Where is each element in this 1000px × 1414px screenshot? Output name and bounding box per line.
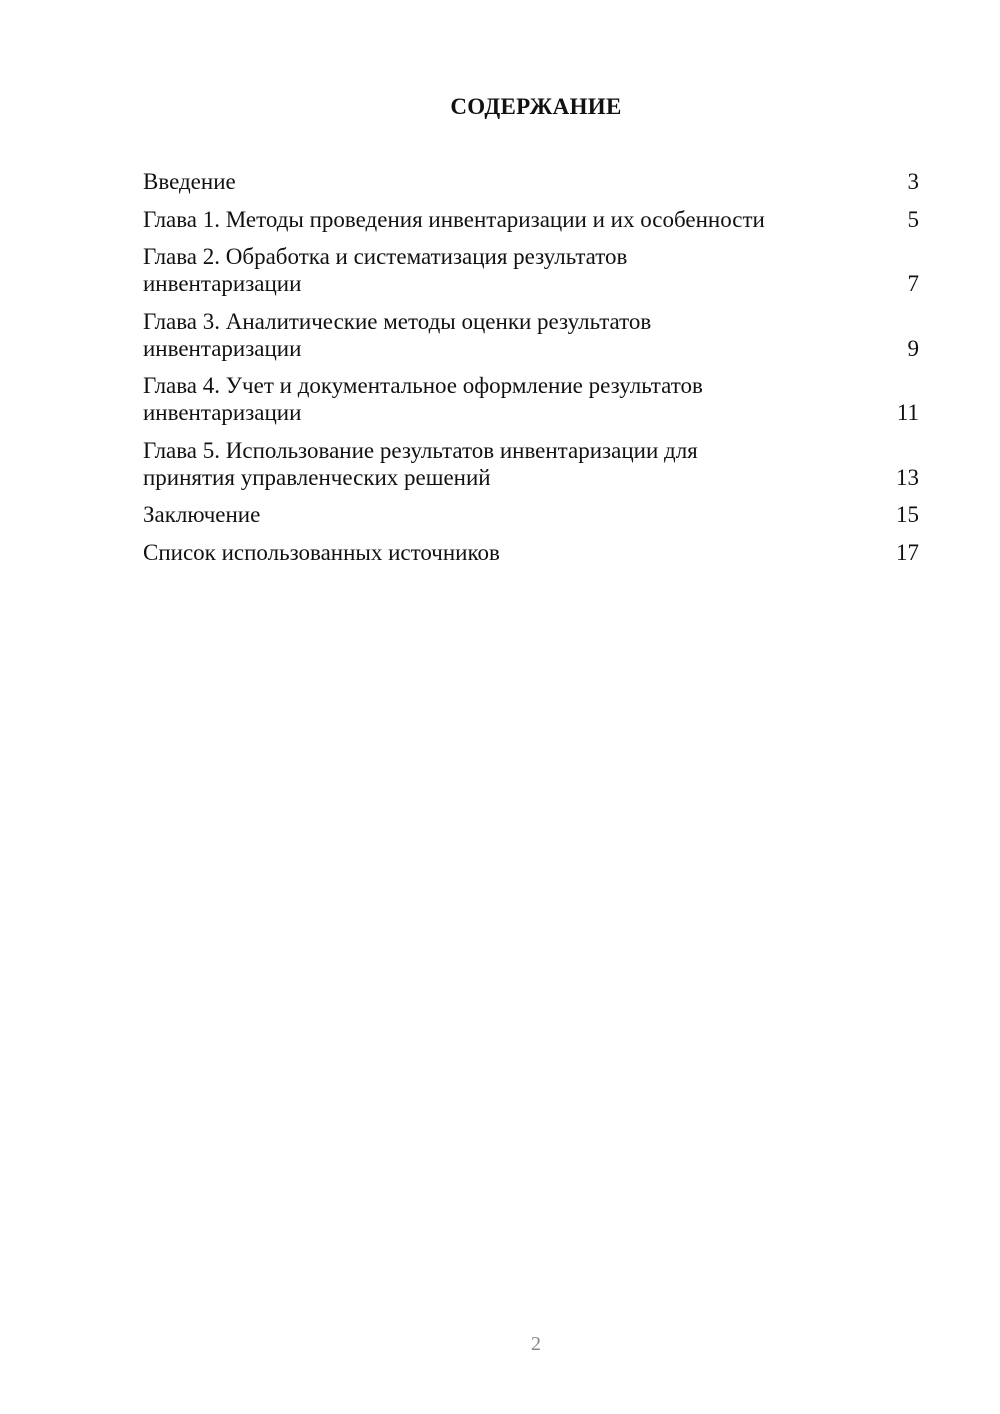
page-number: 2	[531, 1333, 541, 1355]
toc-entry-label: Глава 3. Аналитические методы оценки результатов инвентаризации	[143, 308, 652, 361]
toc-entry-label: Глава 4. Учет и документальное оформление результатов инвентаризации	[143, 373, 703, 425]
toc-entry-chapter-3	[143, 308, 919, 362]
toc-entry-chapter-5	[143, 437, 919, 491]
table-of-contents	[143, 168, 919, 576]
toc-entry-chapter-1	[143, 206, 919, 233]
toc-entry-references	[143, 539, 919, 566]
toc-entry-page: 7	[907, 271, 919, 296]
toc-entry-page: 3	[907, 169, 919, 194]
toc-entry-page: 9	[907, 335, 919, 361]
toc-entry-page: 5	[907, 206, 919, 232]
toc-entry-label: Список использованных источников	[143, 539, 500, 565]
toc-entry-page: 13	[896, 464, 919, 490]
toc-entry-label: Введение	[143, 169, 236, 194]
toc-entry-page: 17	[896, 539, 919, 565]
page-title: СОДЕРЖАНИЕ	[450, 94, 622, 119]
toc-entry-label: Глава 2. Обработка и систематизация результатов инвентаризации	[143, 244, 628, 296]
toc-entry-label: Заключение	[143, 502, 261, 527]
toc-entry-label: Глава 5. Использование результатов инвентаризации для принятия управленческих решений	[143, 437, 698, 490]
toc-entry-chapter-2	[143, 243, 919, 297]
toc-entry-page: 15	[896, 502, 919, 527]
toc-entry-label: Глава 1. Методы проведения инвентаризации и их особенности	[143, 206, 765, 232]
toc-entry-conclusion	[143, 501, 919, 528]
toc-entry-introduction	[143, 168, 919, 195]
toc-entry-chapter-4	[143, 372, 919, 426]
toc-entry-page: 11	[896, 400, 919, 425]
